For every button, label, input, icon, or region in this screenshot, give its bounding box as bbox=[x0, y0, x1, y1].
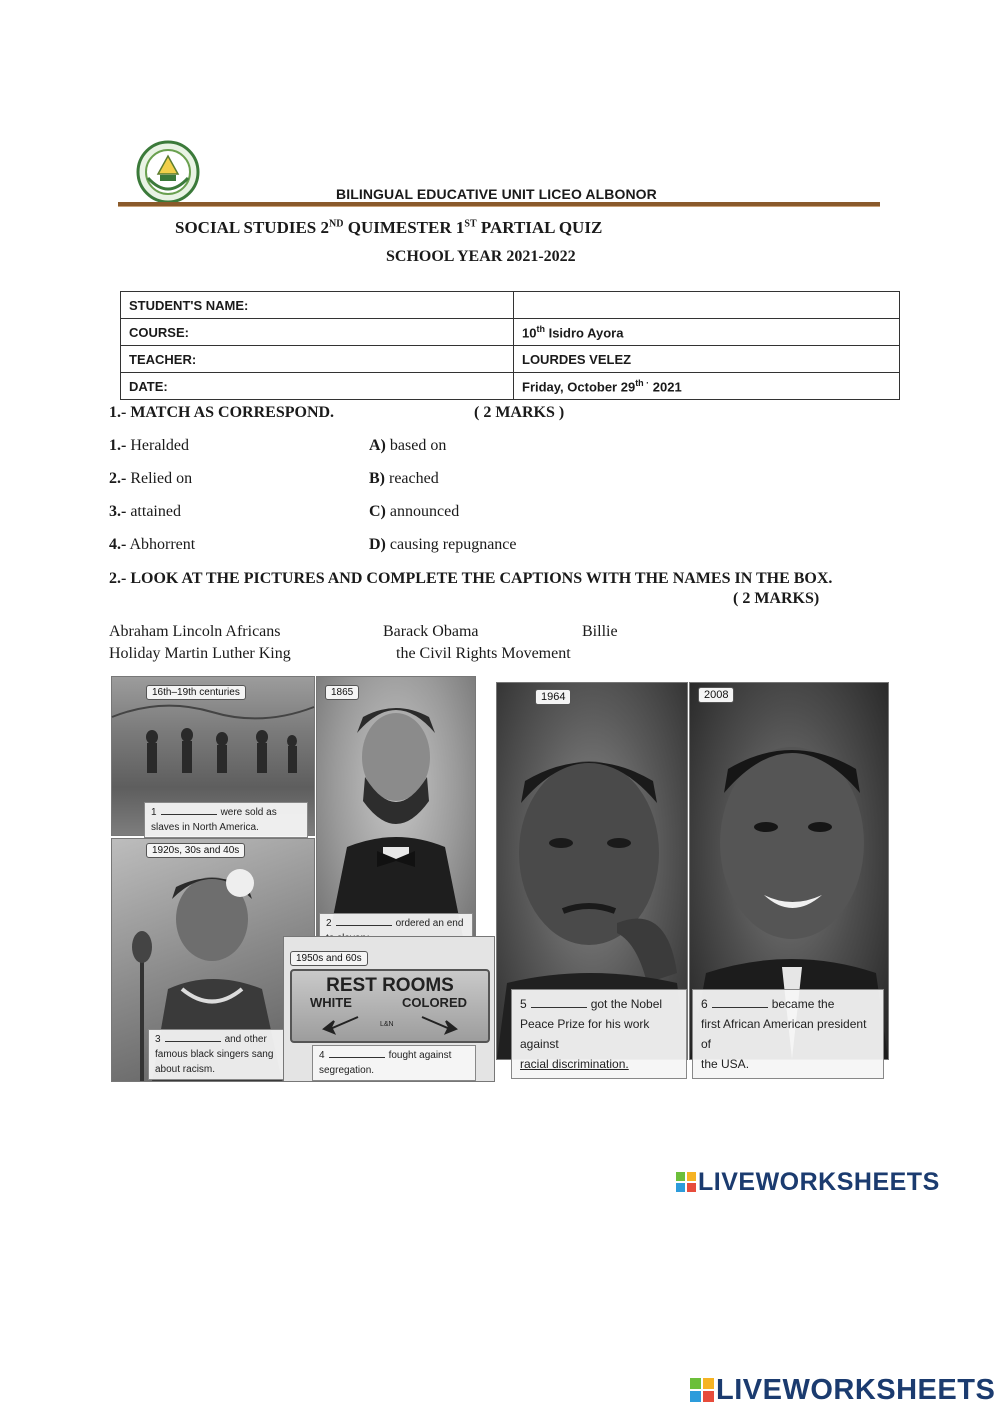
caption-number: 5 bbox=[520, 997, 527, 1011]
sign-colored: COLORED bbox=[402, 995, 467, 1010]
word-box-item: the Civil Rights Movement bbox=[396, 645, 571, 662]
caption-text: and other bbox=[224, 1034, 267, 1045]
caption-blank[interactable] bbox=[336, 925, 392, 926]
caption-blank[interactable] bbox=[712, 1007, 768, 1008]
caption-text: racial discrimination. bbox=[520, 1057, 629, 1071]
header-divider bbox=[118, 202, 880, 207]
date-label: DATE: bbox=[121, 373, 514, 400]
school-name: BILINGUAL EDUCATIVE UNIT LICEO ALBONOR bbox=[336, 186, 657, 202]
table-row bbox=[121, 373, 900, 400]
word-box-item: Holiday Martin Luther King bbox=[109, 645, 291, 662]
item-number: 4.- bbox=[109, 536, 127, 553]
section1-marks: ( 2 MARKS ) bbox=[474, 404, 565, 421]
item-word: attained bbox=[130, 503, 181, 520]
match-right-item bbox=[369, 536, 517, 554]
table-row bbox=[121, 319, 900, 346]
picture-caption bbox=[511, 989, 687, 1079]
caption-text: fought against bbox=[388, 1050, 452, 1061]
section1-title: 1.- MATCH AS CORRESPOND. bbox=[109, 404, 335, 421]
caption-blank[interactable] bbox=[531, 1007, 587, 1008]
school-logo bbox=[136, 140, 200, 204]
title-part: QUIMESTER 1 bbox=[343, 218, 465, 237]
option-letter: C) bbox=[369, 503, 386, 520]
match-left-item bbox=[109, 437, 189, 455]
sign-railway: L&N bbox=[380, 1021, 394, 1028]
picture-caption bbox=[144, 802, 308, 838]
picture-period-tag: 1865 bbox=[325, 685, 359, 700]
match-right-item bbox=[369, 470, 439, 488]
teacher-label: TEACHER: bbox=[121, 346, 514, 373]
caption-text: became the bbox=[771, 997, 835, 1011]
course-value bbox=[514, 319, 900, 346]
caption-text: about racism. bbox=[155, 1064, 216, 1075]
picture-period-tag: 16th–19th centuries bbox=[146, 685, 246, 700]
match-left-item bbox=[109, 503, 181, 521]
title-sup: ST bbox=[464, 218, 477, 230]
date-sup: th · bbox=[635, 377, 650, 388]
picture-lincoln bbox=[316, 676, 476, 948]
caption-text: got the Nobel bbox=[590, 997, 663, 1011]
caption-number: 2 bbox=[326, 918, 332, 929]
arrow-right-icon bbox=[420, 1013, 460, 1035]
picture-mlk bbox=[496, 682, 688, 1071]
caption-text: famous black singers sang bbox=[155, 1049, 274, 1060]
item-number: 3.- bbox=[109, 503, 127, 520]
section2-title: 2.- LOOK AT THE PICTURES AND COMPLETE THE CAPTIONS WITH THE NAMES IN THE BOX. bbox=[109, 570, 833, 587]
item-word: Relied on bbox=[130, 470, 193, 487]
picture-period-tag: 1920s, 30s and 40s bbox=[146, 843, 245, 858]
caption-number: 3 bbox=[155, 1034, 161, 1045]
option-word: based on bbox=[389, 437, 447, 454]
picture-caption bbox=[312, 1045, 476, 1081]
option-word: reached bbox=[389, 470, 439, 487]
picture-period-tag: 1950s and 60s bbox=[290, 951, 368, 966]
picture-segregation-sign bbox=[283, 936, 495, 1082]
sign-title: REST ROOMS bbox=[326, 975, 454, 996]
word-box-item: Barack Obama bbox=[383, 623, 479, 640]
option-letter: D) bbox=[369, 536, 386, 553]
picture-slavery bbox=[111, 676, 315, 836]
title-part: PARTIAL QUIZ bbox=[476, 218, 603, 237]
caption-text: slaves in North America. bbox=[151, 822, 259, 833]
caption-number: 4 bbox=[319, 1050, 325, 1061]
caption-number: 1 bbox=[151, 807, 157, 818]
table-row bbox=[121, 292, 900, 319]
item-word: Abhorrent bbox=[129, 536, 196, 553]
school-year: SCHOOL YEAR 2021-2022 bbox=[386, 248, 576, 265]
option-word: announced bbox=[389, 503, 460, 520]
match-left-item bbox=[109, 470, 192, 488]
caption-text: the USA. bbox=[701, 1057, 750, 1071]
option-word: causing repugnance bbox=[389, 536, 517, 553]
picture-caption bbox=[148, 1029, 288, 1080]
option-letter: B) bbox=[369, 470, 385, 487]
caption-number: 6 bbox=[701, 997, 708, 1011]
brand-text: LIVEWORKSHEETS bbox=[716, 1373, 996, 1406]
picture-caption bbox=[692, 989, 884, 1079]
date-value bbox=[514, 373, 900, 400]
match-right-item bbox=[369, 503, 459, 521]
course-sup: th bbox=[536, 323, 545, 334]
title-part: SOCIAL STUDIES 2 bbox=[175, 218, 330, 237]
caption-blank[interactable] bbox=[161, 814, 217, 815]
student-name-field[interactable] bbox=[514, 292, 900, 319]
teacher-value: LOURDES VELEZ bbox=[514, 346, 900, 373]
liveworksheets-watermark bbox=[676, 1168, 940, 1196]
word-box-item: Billie bbox=[582, 623, 618, 640]
arrow-left-icon bbox=[320, 1013, 360, 1035]
caption-text: segregation. bbox=[319, 1065, 375, 1076]
caption-blank[interactable] bbox=[165, 1041, 221, 1042]
brand-text: LIVEWORKSHEETS bbox=[698, 1167, 940, 1196]
liveworksheets-logo-icon bbox=[676, 1172, 696, 1192]
option-letter: A) bbox=[369, 437, 386, 454]
table-row bbox=[121, 346, 900, 373]
quiz-title bbox=[175, 218, 602, 238]
item-number: 1.- bbox=[109, 437, 127, 454]
item-word: Heralded bbox=[130, 437, 189, 454]
item-number: 2.- bbox=[109, 470, 127, 487]
date-year: 2021 bbox=[649, 379, 682, 395]
lincoln-portrait bbox=[317, 677, 475, 947]
caption-text: ordered an end bbox=[395, 918, 464, 929]
picture-obama bbox=[689, 682, 889, 1071]
caption-text: Peace Prize for his work against bbox=[520, 1017, 650, 1051]
course-label: COURSE: bbox=[121, 319, 514, 346]
course-number: 10 bbox=[522, 325, 537, 341]
date-main: Friday, October 29 bbox=[522, 379, 636, 395]
student-name-label: STUDENT'S NAME: bbox=[121, 292, 514, 319]
picture-period-tag: 1964 bbox=[535, 689, 571, 705]
title-sup: ND bbox=[329, 218, 344, 230]
word-box-item: Abraham Lincoln Africans bbox=[109, 623, 281, 640]
course-name: Isidro Ayora bbox=[544, 325, 624, 341]
liveworksheets-logo-icon bbox=[690, 1378, 714, 1402]
rest-rooms-sign bbox=[290, 969, 490, 1043]
picture-period-tag: 2008 bbox=[698, 687, 734, 703]
match-right-item bbox=[369, 437, 446, 455]
caption-text: were sold as bbox=[220, 807, 277, 818]
caption-text: first African American president of bbox=[701, 1017, 867, 1051]
student-info-table bbox=[120, 291, 900, 400]
section2-marks: ( 2 MARKS) bbox=[733, 590, 820, 607]
match-left-item bbox=[109, 536, 195, 554]
liveworksheets-footer bbox=[690, 1374, 995, 1406]
caption-blank[interactable] bbox=[329, 1057, 385, 1058]
sign-white: WHITE bbox=[310, 995, 352, 1010]
